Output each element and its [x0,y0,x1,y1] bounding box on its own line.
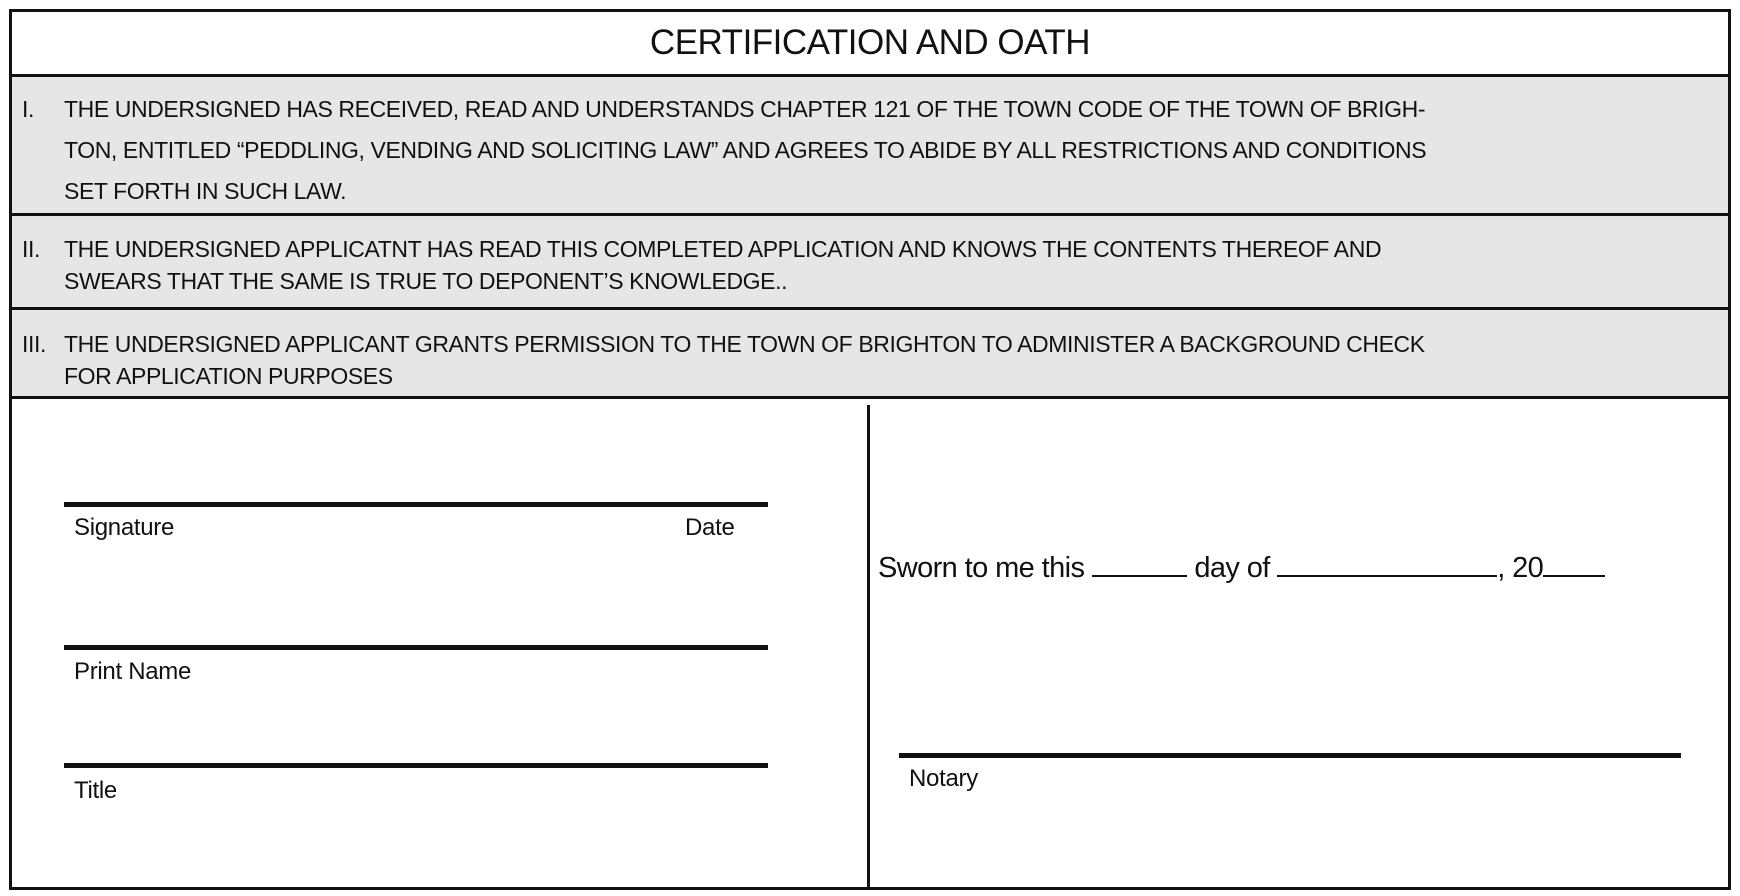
title-label: Title [74,777,117,804]
sworn-statement [878,552,1605,585]
sworn-text: Sworn to me this [878,552,1085,584]
sworn-text: day of [1194,552,1270,584]
signature-line[interactable] [64,502,768,507]
form-title: CERTIFICATION AND OATH [12,12,1728,77]
day-blank[interactable] [1092,553,1187,577]
print-name-label: Print Name [74,658,192,685]
section-2 [12,216,1728,310]
section-text-line: FOR APPLICATION PURPOSES [64,363,393,389]
section-text-line: THE UNDERSIGNED APPLICATNT HAS READ THIS COMPLETED APPLICATION AND KNOWS THE CONTENTS THEREOF AND [64,236,1382,262]
section-text-line: THE UNDERSIGNED APPLICANT GRANTS PERMISSION TO THE TOWN OF BRIGHTON TO ADMINISTER A BACKGROUND CHECK [64,331,1425,357]
print-name-line[interactable] [64,645,768,650]
date-label: Date [685,514,735,541]
month-blank[interactable] [1277,553,1497,577]
section-text-line: TON, ENTITLED “PEDDLING, VENDING AND SOLICITING LAW” AND AGREES TO ABIDE BY ALL RESTRICTIONS AND CONDITIONS [64,137,1427,163]
section-text-line: THE UNDERSIGNED HAS RECEIVED, READ AND UNDERSTANDS CHAPTER 121 OF THE TOWN CODE OF THE TOWN OF BRIGH- [64,96,1426,122]
certification-form [9,9,1731,890]
section-text-line: SET FORTH IN SUCH LAW. [64,178,347,204]
column-divider [867,405,870,887]
section-number: III. [22,331,46,357]
signature-label: Signature [74,514,175,541]
notary-line[interactable] [899,753,1681,758]
section-number: I. [22,96,34,122]
title-line[interactable] [64,763,768,768]
section-text-line: SWEARS THAT THE SAME IS TRUE TO DEPONENT’S KNOWLEDGE.. [64,268,788,294]
section-3 [12,310,1728,399]
section-number: II. [22,236,40,262]
notary-label: Notary [909,765,978,792]
section-1 [12,77,1728,216]
sworn-text: , 20 [1497,552,1544,584]
year-blank[interactable] [1543,553,1605,577]
